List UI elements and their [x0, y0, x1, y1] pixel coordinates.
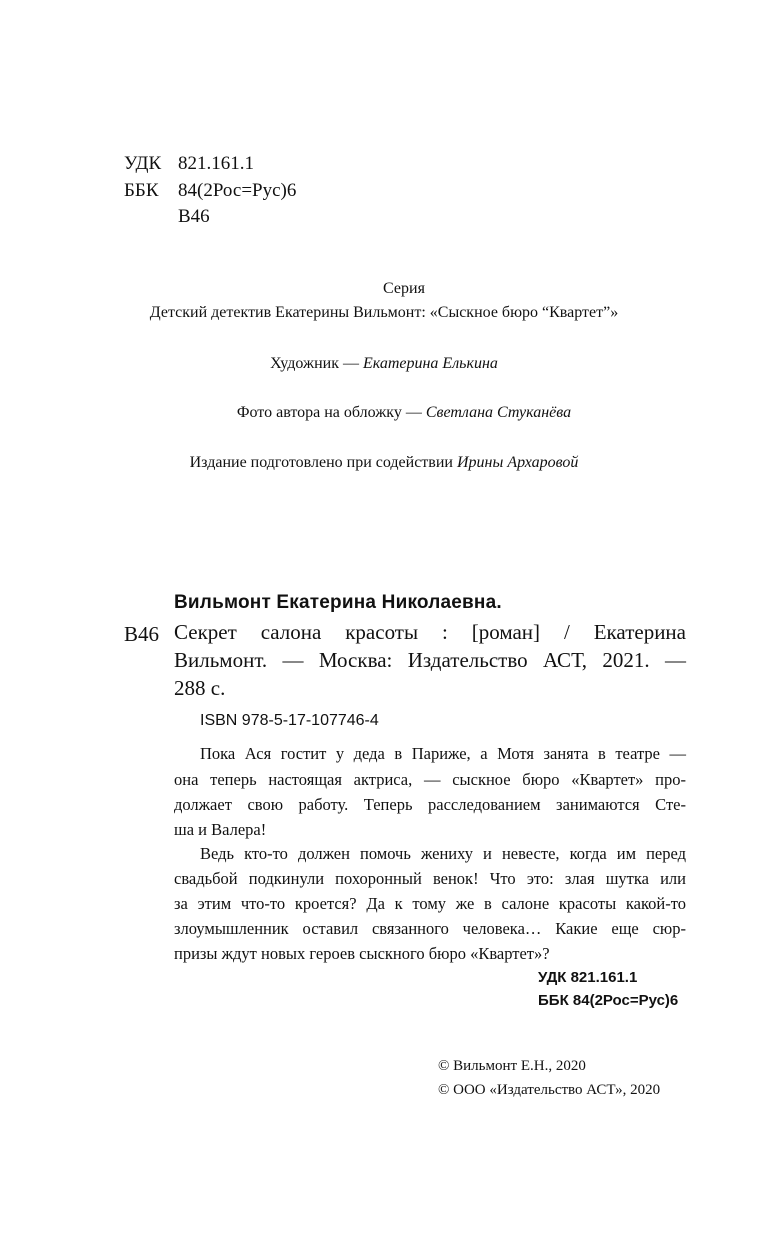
series-name: Детский детектив Екатерины Вильмонт: «Сыскное бюро “Квартет”»: [149, 304, 619, 321]
photo-name: Светлана Стуканёва: [425, 404, 572, 421]
bbk-label: ББК: [124, 180, 159, 201]
annotation-line: Ведь кто-то должен помочь жениху и невесте, когда им перед: [200, 844, 686, 863]
copyright-publisher: © ООО «Издательство АСТ», 2020: [438, 1082, 661, 1098]
artist-name: Екатерина Елькина: [362, 355, 498, 372]
annotation-line: должает свою работу. Теперь расследованием занимаются Сте-: [174, 795, 686, 814]
photo-credit: [20, 405, 768, 421]
bbk-value: 84(2Рос=Рус)6: [178, 180, 297, 201]
udk-bottom: УДК 821.161.1: [538, 969, 638, 986]
catalog-code: В46: [124, 622, 160, 646]
artist-prefix: Художник —: [270, 355, 363, 372]
author-code: В46: [178, 206, 210, 227]
udk-value: 821.161.1: [178, 153, 254, 174]
annotation-line: за этим что-то кроется? Да к тому же в салоне красоты какой-то: [174, 894, 686, 913]
catalog-title-line-1: Секрет салона красоты : [роман] / Екатерина: [174, 620, 686, 644]
annotation-line: Пока Ася гостит у деда в Париже, а Мотя занята в театре —: [200, 744, 686, 763]
catalog-author: Вильмонт Екатерина Николаевна.: [174, 592, 502, 613]
bbk-bottom: ББК 84(2Рос=Рус)6: [538, 992, 679, 1009]
udk-label: УДК: [124, 153, 162, 174]
series-label: Серия: [383, 280, 425, 297]
edition-prefix: Издание подготовлено при содействии: [189, 454, 457, 471]
isbn: ISBN 978-5-17-107746-4: [200, 712, 379, 729]
annotation-line: свадьбой подкинули похоронный венок! Что это: злая шутка или: [174, 869, 686, 888]
copyright-author: © Вильмонт Е.Н., 2020: [438, 1058, 586, 1074]
artist-credit: [0, 356, 768, 372]
annotation-line: злоумышленник оставил связанного человека… Какие еще сюр-: [174, 919, 686, 938]
catalog-title-line-2: Вильмонт. — Москва: Издательство АСТ, 2021. —: [174, 648, 686, 672]
catalog-title-line-3: 288 с.: [174, 676, 226, 700]
edition-credit: [0, 455, 768, 471]
photo-prefix: Фото автора на обложку —: [236, 404, 426, 421]
annotation-line: призы ждут новых героев сыскного бюро «Квартет»?: [174, 944, 550, 963]
annotation-line: ша и Валера!: [174, 820, 267, 839]
annotation-line: она теперь настоящая актриса, — сыскное бюро «Квартет» про-: [174, 770, 686, 789]
edition-name: Ирины Архаровой: [456, 454, 579, 471]
